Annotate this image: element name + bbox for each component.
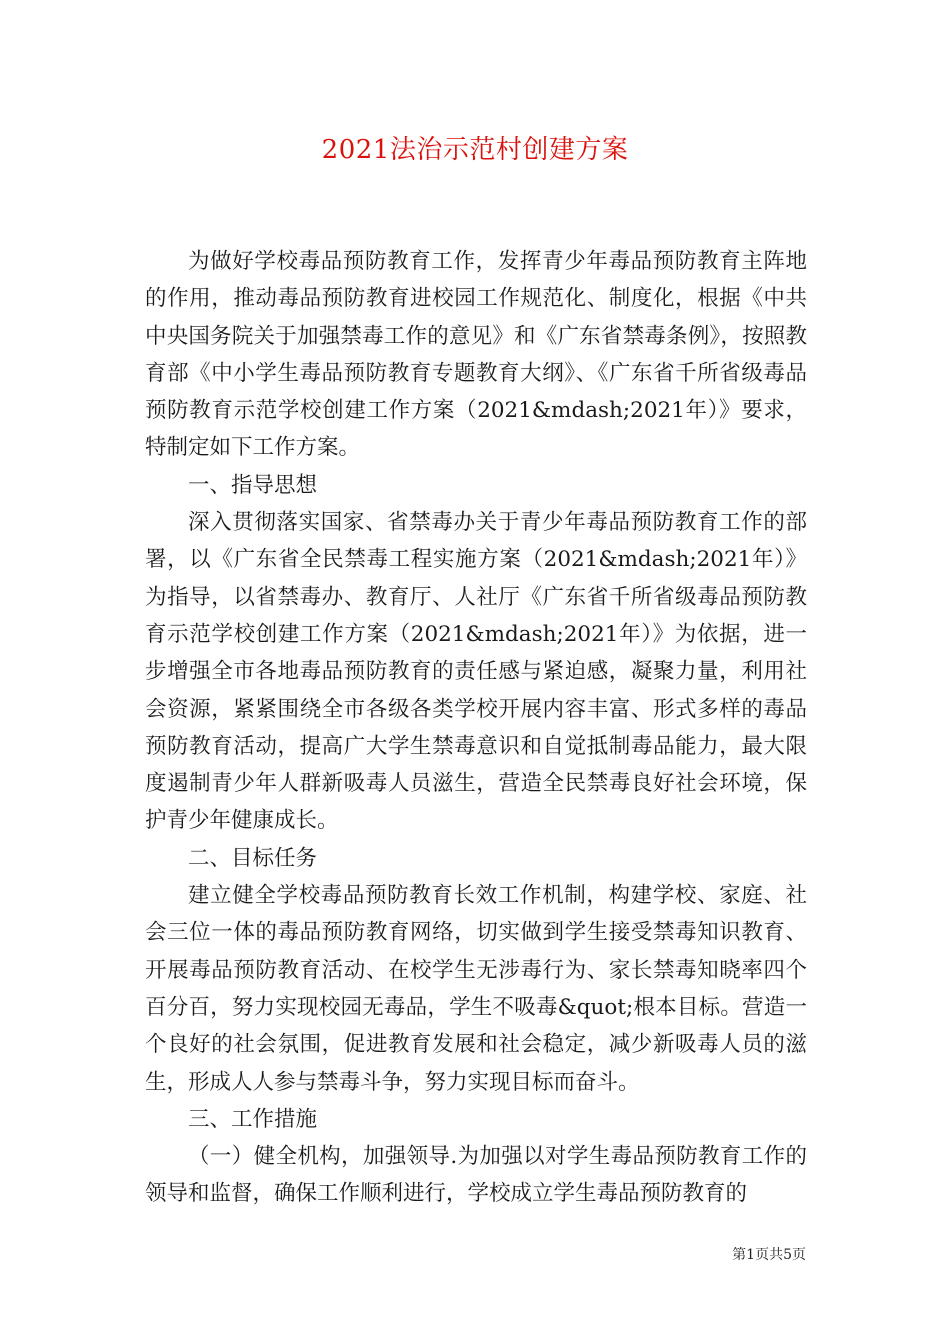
goals-paragraph: 建立健全学校毒品预防教育长效工作机制，构建学校、家庭、社会三位一体的毒品预防教育网络，切实做到学生接受禁毒知识教育、开展毒品预防教育活动、在校学生无涉毒行为、家长禁毒知晓率四个百分百，努力实现校园无毒品，学生不吸毒&quot;根本目标。营造一个良好的社会氛围，促进教育发展和社会稳定，减少新吸毒人员的滋生，形成人人参与禁毒斗争，努力实现目标而奋斗。 (145, 883, 807, 1095)
section-heading-measures: 三、工作措施 (188, 1106, 318, 1132)
document-body (145, 243, 807, 1213)
page-number-footer: 第1页共5页 (732, 1247, 806, 1263)
measures-paragraph: （一）健全机构，加强领导.为加强以对学生毒品预防教育工作的领导和监督，确保工作顺利进行，学校成立学生毒品预防教育的 (145, 1144, 807, 1207)
document-title: 2021法治示范村创建方案 (321, 135, 629, 165)
section-heading-guiding-ideology: 一、指导思想 (188, 472, 318, 498)
intro-paragraph: 为做好学校毒品预防教育工作，发挥青少年毒品预防教育主阵地的作用，推动毒品预防教育进校园工作规范化、制度化，根据《中共中央国务院关于加强禁毒工作的意见》和《广东省禁毒条例》，按照教育部《中小学生毒品预防教育专题教育大纲》、《广东省千所省级毒品预防教育示范学校创建工作方案（2021&mdash;2021年）》要求，特制定如下工作方案。 (145, 249, 807, 461)
guiding-ideology-paragraph: 深入贯彻落实国家、省禁毒办关于青少年毒品预防教育工作的部署，以《广东省全民禁毒工程实施方案（2021&mdash;2021年）》为指导，以省禁毒办、教育厅、人社厅《广东省千所省级毒品预防教育示范学校创建工作方案（2021&mdash;2021年）》为依据，进一步增强全市各地毒品预防教育的责任感与紧迫感，凝聚力量，利用社会资源，紧紧围绕全市各级各类学校开展内容丰富、形式多样的毒品预防教育活动，提高广大学生禁毒意识和自觉抵制毒品能力，最大限度遏制青少年人群新吸毒人员滋生，营造全民禁毒良好社会环境，保护青少年健康成长。 (145, 510, 807, 834)
section-heading-goals: 二、目标任务 (188, 845, 318, 871)
